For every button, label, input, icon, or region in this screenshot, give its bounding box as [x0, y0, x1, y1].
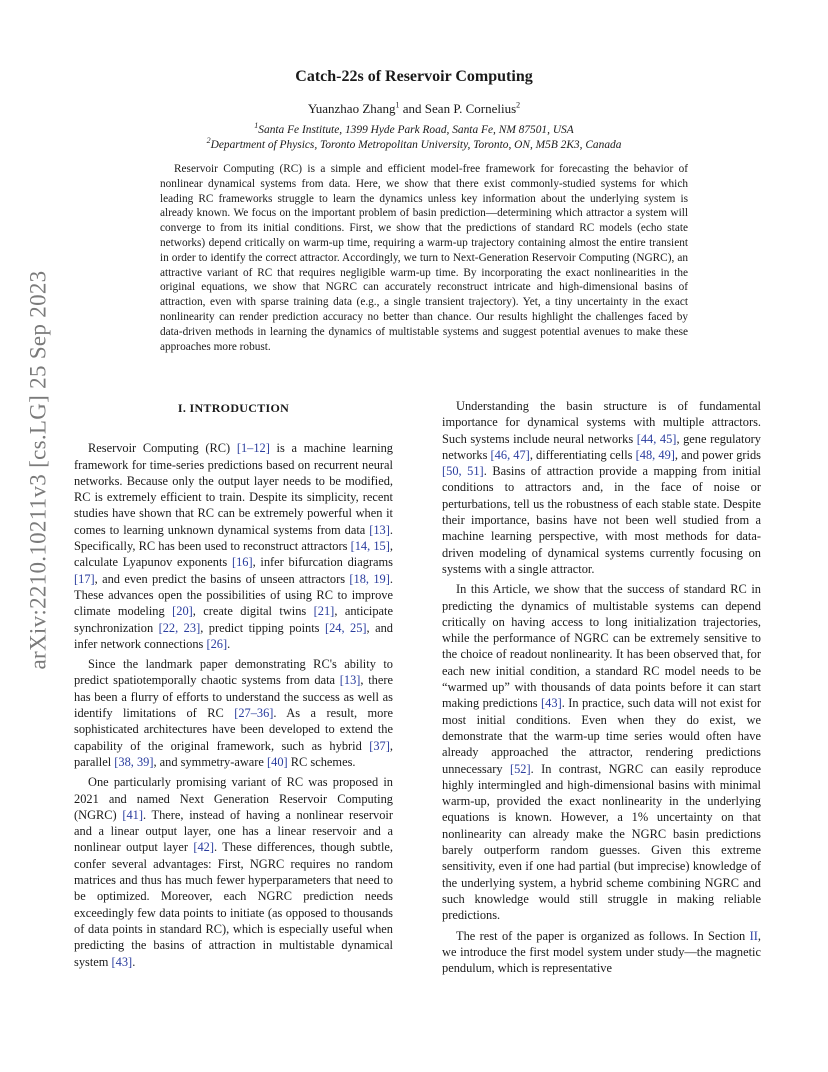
citation-link[interactable]: [13] — [339, 673, 361, 688]
citation-link[interactable]: [41] — [122, 807, 143, 822]
citation-link[interactable]: II — [749, 928, 758, 943]
citation-link[interactable]: [17] — [74, 571, 95, 586]
text-segment: In this Article, we show that the success of standard RC in predicting the dynamics of multistable systems can depend critically on having access to long initialization trajectories, while the performance of NGRC can be extremely sensitive to the choice of readout nonlinearity. It has been observed that, for each new initial condition, a standard RC model needs to be “warmed up” with thousands of data points before it can start making predictions — [442, 582, 761, 711]
intro-paragraph — [442, 581, 761, 923]
citation-link[interactable]: [21] — [313, 604, 335, 619]
affiliation-1-text: Santa Fe Institute, 1399 Hyde Park Road, Santa Fe, NM 87501, USA — [258, 124, 574, 136]
text-segment: , and even predict the basins of unseen attractors — [94, 571, 350, 586]
text-segment: , predict tipping points — [200, 620, 325, 635]
author-affil-mark-2: 2 — [516, 100, 521, 110]
citation-link[interactable]: [13] — [369, 522, 390, 537]
text-segment: , create digital twins — [192, 604, 314, 619]
text-segment: Reservoir Computing (RC) — [88, 441, 237, 456]
affiliation-1 — [0, 121, 828, 136]
abstract: Reservoir Computing (RC) is a simple and efficient model-free framework for forecasting the behavior of nonlinear dynamical systems from data. Here, we show that there exist commonly-studied systems for which leading RC frameworks struggle to learn the dynamics unless key information about the underlying system is already known. We focus on the important problem of basin prediction—determining which attractor a system will converge to from its initial conditions. First, we show that the predictions of standard RC models (echo state networks) depend critically on warm-up time, requiring a warm-up trajectory containing almost the entire transient in order to identify the correct attractor. Accordingly, we turn to Next-Generation Reservoir Computing (NGRC), an attractive variant of RC that requires negligible warm-up time. By incorporating the exact nonlinearities in the original equations, we show that NGRC can accurately reconstruct intricate and high-dimensional basins of attraction, even with sparse training data (e.g., a single transient trajectory). Yet, a tiny uncertainty in the exact nonlinearity can render prediction accuracy no better than chance. Our results highlight the challenges faced by data-driven methods in learning the dynamics of multistable systems and suggest potential avenues to make these approaches more robust. — [160, 163, 688, 353]
text-segment: , anticipate synchronization — [74, 604, 393, 635]
affiliation-2-text: Department of Physics, Toronto Metropolitan University, Toronto, ON, M5B 2K3, Canada — [210, 139, 622, 151]
citation-link[interactable]: [46, 47] — [490, 447, 530, 462]
text-segment: , there has been a flurry of efforts to understand the success as well as identify limitations of RC — [74, 673, 393, 721]
intro-paragraph — [442, 928, 761, 977]
text-segment: . There, instead of having a nonlinear reservoir and a linear output layer, one has a linear reservoir and a nonlinear output layer — [74, 807, 393, 855]
text-segment: , we introduce the first model system under study—the magnetic pendulum, which is representative — [442, 928, 761, 976]
text-segment: . Specifically, RC has been used to reconstruct attractors — [74, 522, 393, 554]
citation-link[interactable]: [22, 23] — [158, 620, 201, 635]
citation-link[interactable]: [24, 25] — [324, 620, 367, 635]
citation-link[interactable]: [40] — [267, 754, 288, 769]
citation-link[interactable]: [43] — [541, 696, 562, 711]
text-segment: , differentiating cells — [529, 447, 636, 462]
text-segment: , gene regulatory networks — [442, 431, 761, 462]
text-segment: . Basins of attraction provide a mapping from initial conditions to attractors and, in the face of noise or perturbations, tell us the robustness of each stable state. Despite their importance, basins have not been well studied from a machine learning perspective, with most methods for data-driven modeling of dynamical systems currently focusing on systems with a single attractor. — [442, 464, 761, 576]
citation-link[interactable]: [26] — [206, 636, 228, 651]
citation-link[interactable]: [42] — [193, 840, 215, 855]
author-affil-mark-1: 1 — [395, 100, 400, 110]
text-segment: RC schemes. — [287, 754, 356, 769]
citation-link[interactable]: [50, 51] — [442, 464, 484, 479]
text-segment: The rest of the paper is organized as follows. In Section — [456, 928, 750, 943]
text-segment: . These differences, though subtle, confer several advantages: First, NGRC requires no random matrices and thus has much fewer hyperparameters that need to be optimized. Moreover, each NGRC prediction needs exceedingly few data points to initiate (as opposed to thousands of data points in standard RC), which is especially useful when predicting the basins of attraction in multistable dynamical system — [74, 840, 394, 969]
text-segment: One particularly promising variant of RC was proposed in 2021 and named Next Generation Reservoir Computing (NGRC) — [74, 775, 393, 822]
citation-link[interactable]: [18, 19] — [349, 571, 390, 586]
text-segment: . As a result, more sophisticated architectures have been developed to extend the capability of the original framework, such as hybrid — [74, 706, 393, 753]
citation-link[interactable]: [43] — [111, 954, 133, 969]
intro-paragraph — [74, 440, 393, 652]
affiliation-1-mark: 1 — [254, 121, 259, 131]
text-segment: . — [227, 636, 231, 651]
citation-link[interactable]: [44, 45] — [636, 431, 677, 446]
citation-link[interactable]: [16] — [231, 555, 253, 570]
text-segment: , calculate Lyapunov exponents — [74, 539, 393, 570]
citation-link[interactable]: [38, 39] — [114, 754, 154, 769]
text-segment: . These advances open the possibilities of using RC to improve climate modeling — [74, 571, 393, 619]
paper-title: Catch-22s of Reservoir Computing — [295, 68, 533, 85]
author-name-1: Yuanzhao Zhang — [307, 101, 396, 116]
text-segment: . — [132, 954, 136, 969]
citation-link[interactable]: [52] — [509, 761, 531, 776]
arxiv-sidebar — [8, 240, 68, 700]
citation-link[interactable]: [1–12] — [236, 441, 270, 456]
text-segment: , infer bifurcation diagrams — [252, 555, 393, 570]
intro-paragraph — [74, 656, 393, 770]
author-name-2: and Sean P. Cornelius — [399, 101, 517, 116]
text-segment: Since the landmark paper demonstrating RC's ability to predict spatiotemporally chaotic systems from data — [74, 657, 393, 688]
text-segment: is a machine learning framework for time-series predictions based on recurrent neural networks. Because only the output layer needs to be modified, RC is extremely efficient to train. Despite its simplicity, recent studies have shown that RC can be extremely powerful when it comes to learning unknown dynamical systems from data — [74, 441, 393, 537]
citation-link[interactable]: [14, 15] — [350, 539, 390, 554]
citation-link[interactable]: [37] — [369, 738, 390, 753]
text-segment: . In contrast, NGRC can easily reproduce highly intermingled and high-dimensional basins with minimal warm-up, provided the exact nonlinearity in the underlying equations is known. However, a 1% uncertainty on that nonlinearity can already make the NGRC basin predictions barely outperform random guesses. Given this extreme sensitivity, even if one had partial (but imprecise) knowledge of the underlying system, a hybrid scheme combining NGRC and such knowledge would still struggle in making reliable predictions. — [442, 761, 761, 923]
citation-link[interactable]: [20] — [172, 604, 193, 619]
citation-link[interactable]: [48, 49] — [635, 447, 675, 462]
intro-paragraph — [442, 398, 761, 577]
citation-link[interactable]: [27–36] — [234, 706, 274, 721]
author-line — [0, 101, 828, 117]
section-heading-introduction: I. INTRODUCTION — [177, 401, 290, 415]
text-segment: , and infer network connections — [74, 620, 393, 651]
text-segment: , parallel — [74, 738, 393, 769]
text-segment: Understanding the basin structure is of fundamental importance for dynamical systems with multiple attractors. Such systems include neural networks — [442, 399, 761, 446]
affiliation-2 — [0, 136, 828, 151]
affiliation-2-mark: 2 — [206, 136, 211, 146]
text-segment: . In practice, such data will not exist for most initial conditions. Even when they do exist, we demonstrate that the warm-up time series would often have already approached the attractor, rendering predictions unnecessary — [442, 696, 762, 776]
left-column — [74, 400, 393, 974]
text-segment: , and symmetry-aware — [153, 754, 268, 769]
arxiv-identifier: arXiv:2210.10211v3 [cs.LG] 25 Sep 2023 — [25, 270, 51, 670]
right-column — [442, 398, 761, 980]
intro-paragraph — [74, 774, 393, 970]
text-segment: , and power grids — [674, 447, 762, 462]
